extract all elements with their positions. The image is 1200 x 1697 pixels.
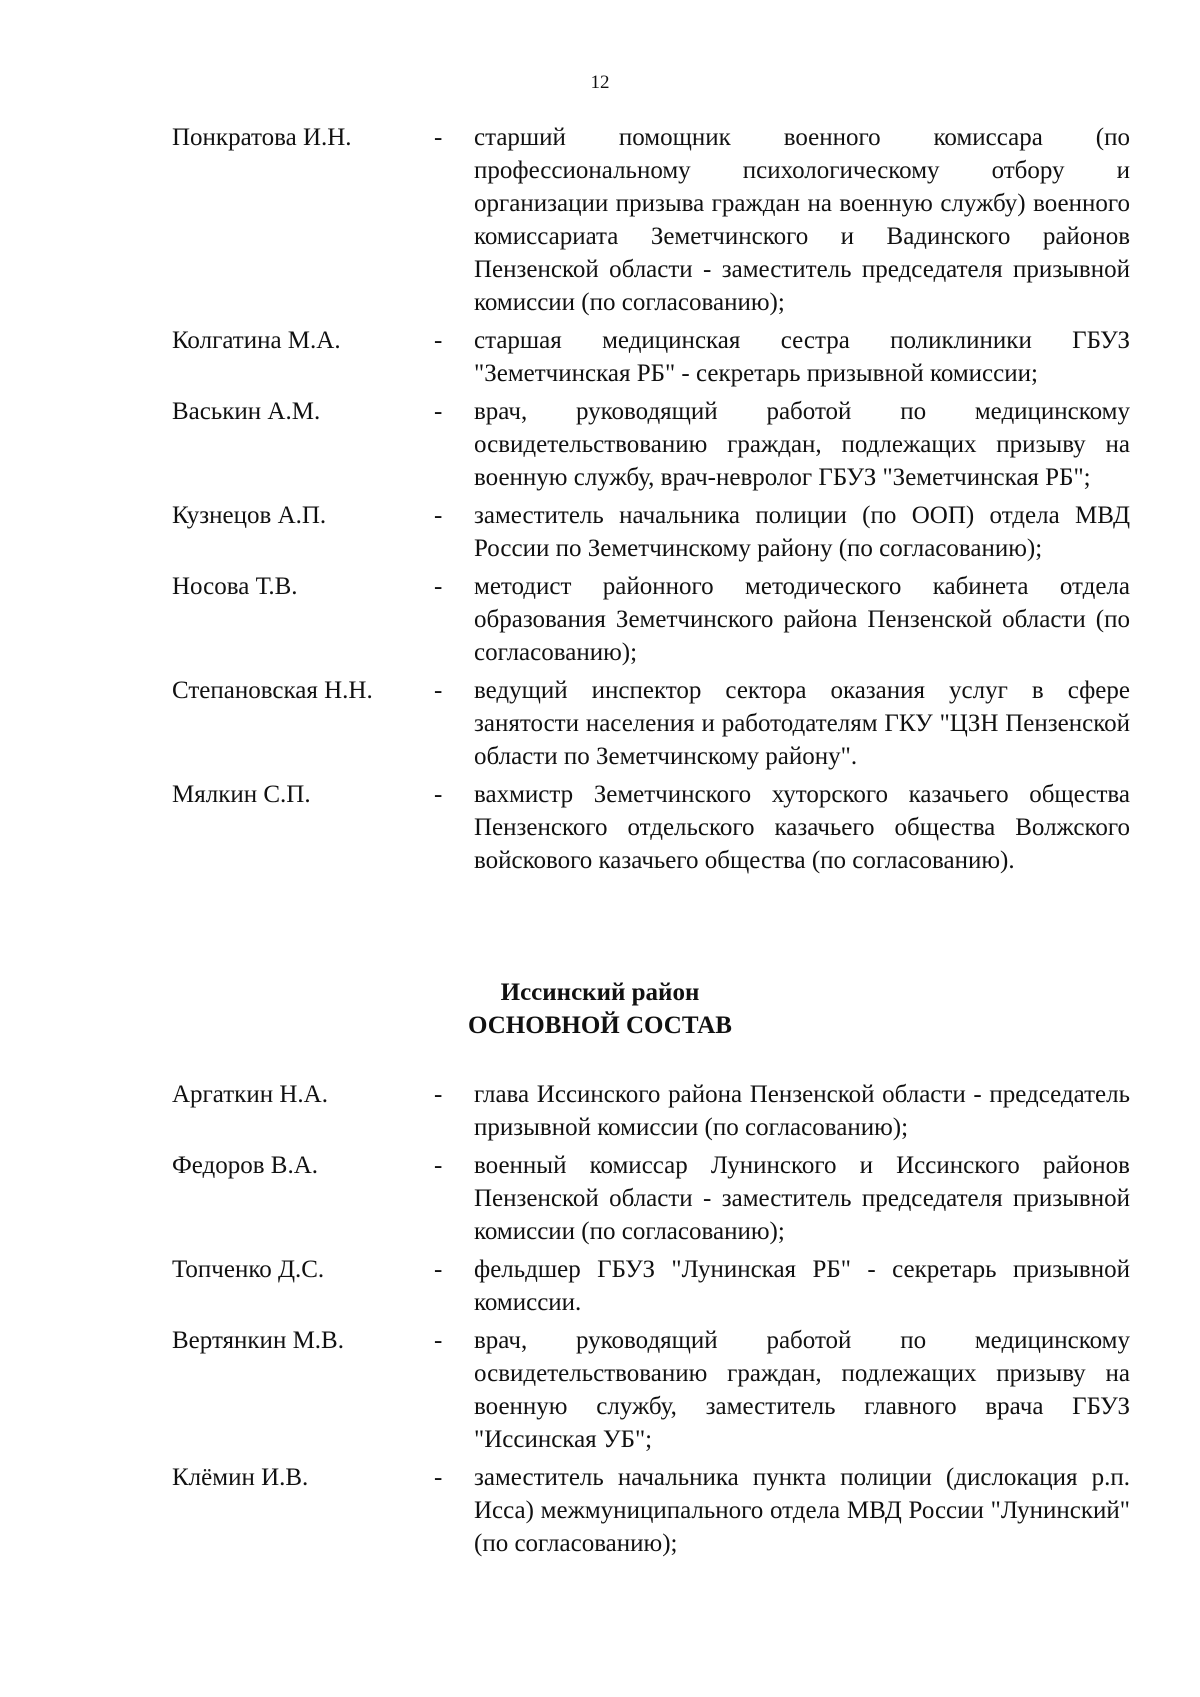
member-position: врач, руководящий работой по медицинскому освидетельствованию граждан, подлежащих призыву на военную службу, врач-невролог ГБУЗ "Земетчинская РБ";: [474, 398, 1130, 491]
member-name: Васькин А.М.: [172, 398, 321, 425]
member-position: глава Иссинского района Пензенской области - председатель призывной комиссии (по согласованию);: [474, 1081, 1130, 1141]
member-entry: [172, 1324, 1132, 1456]
member-dash: -: [434, 502, 443, 529]
member-name: Носова Т.В.: [172, 573, 298, 600]
member-dash: -: [434, 1327, 443, 1354]
member-dash: -: [434, 124, 443, 151]
member-name: Клёмин И.В.: [172, 1464, 309, 1491]
member-name: Топченко Д.С.: [172, 1256, 325, 1283]
district-title: Иссинский район: [500, 979, 700, 1006]
member-name: Понкратова И.Н.: [172, 124, 352, 151]
member-position: старшая медицинская сестра поликлиники ГБУЗ "Земетчинская РБ" - секретарь призывной комиссии;: [474, 327, 1130, 387]
section-heading: [0, 976, 1200, 1042]
member-position: старший помощник военного комиссара (по профессиональному психологическому отбору и организации призыва граждан на военную службу) военного комиссариата Земетчинского и Вадинского районов Пензенской области - заместитель председателя призывной комиссии (по согласованию);: [474, 124, 1130, 316]
member-entry: [172, 778, 1132, 877]
member-name: Степановская Н.Н.: [172, 677, 373, 704]
member-position: военный комиссар Лунинского и Иссинского районов Пензенской области - заместитель председателя призывной комиссии (по согласованию);: [474, 1152, 1130, 1245]
member-name: Колгатина М.А.: [172, 327, 341, 354]
member-dash: -: [434, 1081, 443, 1108]
member-list-issa: [172, 1078, 1132, 1560]
member-dash: -: [434, 1152, 443, 1179]
member-entry: [172, 1253, 1132, 1319]
member-entry: [172, 324, 1132, 390]
member-entry: [172, 570, 1132, 669]
member-list-zemetchino: [172, 121, 1132, 877]
member-position: врач, руководящий работой по медицинскому освидетельствованию граждан, подлежащих призыву на военную службу, заместитель главного врача ГБУЗ "Иссинская УБ";: [474, 1327, 1130, 1453]
member-entry: [172, 395, 1132, 494]
member-dash: -: [434, 398, 443, 425]
member-dash: -: [434, 1464, 443, 1491]
member-name: Аргаткин Н.А.: [172, 1081, 328, 1108]
member-position: фельдшер ГБУЗ "Лунинская РБ" - секретарь призывной комиссии.: [474, 1256, 1130, 1316]
member-name: Вертянкин М.В.: [172, 1327, 344, 1354]
member-entry: [172, 674, 1132, 773]
member-dash: -: [434, 781, 443, 808]
composition-subtitle: ОСНОВНОЙ СОСТАВ: [468, 1012, 732, 1039]
member-position: методист районного методического кабинета отдела образования Земетчинского района Пензенской области (по согласованию);: [474, 573, 1130, 666]
member-dash: -: [434, 573, 443, 600]
member-entry: [172, 1149, 1132, 1248]
member-position: ведущий инспектор сектора оказания услуг в сфере занятости населения и работодателям ГКУ "ЦЗН Пензенской области по Земетчинскому району".: [474, 677, 1130, 770]
member-entry: [172, 121, 1132, 319]
member-position: заместитель начальника полиции (по ООП) отдела МВД России по Земетчинскому району (по согласованию);: [474, 502, 1130, 562]
member-name: Кузнецов А.П.: [172, 502, 327, 529]
page-number: 12: [590, 72, 610, 93]
member-dash: -: [434, 1256, 443, 1283]
member-position: заместитель начальника пункта полиции (дислокация р.п. Исса) межмуниципального отдела МВД России "Лунинский" (по согласованию);: [474, 1464, 1130, 1557]
member-position: вахмистр Земетчинского хуторского казачьего общества Пензенского отдельского казачьего общества Волжского войскового казачьего общества (по согласованию).: [474, 781, 1130, 874]
member-entry: [172, 1078, 1132, 1144]
member-entry: [172, 499, 1132, 565]
member-name: Мялкин С.П.: [172, 781, 311, 808]
member-dash: -: [434, 677, 443, 704]
member-dash: -: [434, 327, 443, 354]
member-entry: [172, 1461, 1132, 1560]
member-name: Федоров В.А.: [172, 1152, 319, 1179]
